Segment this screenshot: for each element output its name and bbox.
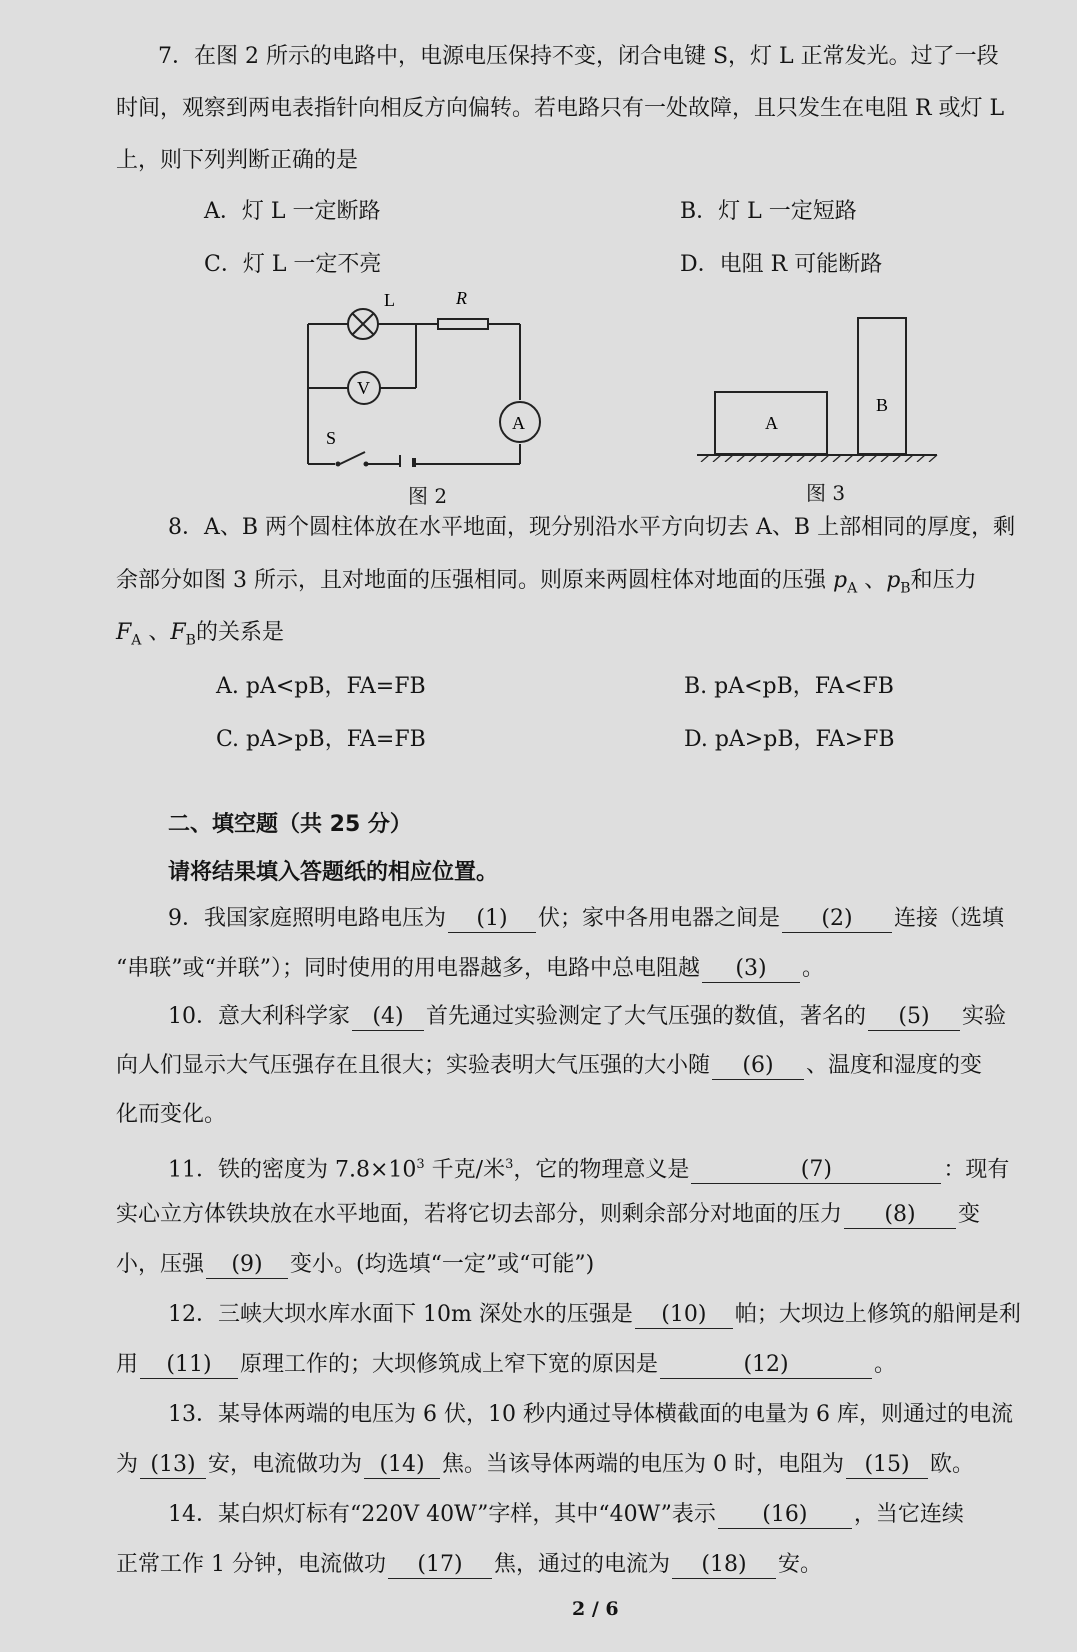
- answer-blank-17: (17): [388, 1552, 492, 1579]
- answer-blank-16: (16): [718, 1502, 852, 1529]
- q14-line-1: 14．某白炽灯标有“220V 40W”字样，其中“40W”表示 (16) ，当它连续: [168, 1502, 964, 1527]
- q9-line-2: “串联”或“并联”）；同时使用的用电器越多，电路中总电阻越 (3) 。: [116, 956, 825, 981]
- answer-blank-11: (11): [140, 1352, 238, 1379]
- q14-line-2: 正常工作 1 分钟，电流做功 (17) 焦，通过的电流为 (18) 安。: [116, 1552, 823, 1577]
- q11-line-1: 11．铁的密度为 $7.8\times 10^3$ 千克/米$^3$，它的物理意义是 (7) ：现有: [168, 1157, 1010, 1183]
- q12-line-1: 12．三峡大坝水库水面下 10m 深处水的压强是 (10) 帕；大坝边上修筑的船闸是利: [168, 1302, 1021, 1327]
- q8-option-d: D. pA>pB，FA>FB: [684, 727, 895, 752]
- answer-blank-18: (18): [672, 1552, 776, 1579]
- voltmeter-label: V: [357, 378, 370, 398]
- q10-line-1: 10．意大利科学家 (4) 首先通过实验测定了大气压强的数值，著名的 (5) 实验: [168, 1004, 1007, 1029]
- q13-line-1: 13．某导体两端的电压为 6 伏，10 秒内通过导体横截面的电量为 6 库，则通过的电流: [168, 1402, 1013, 1427]
- q7-option-b: B．灯 L 一定短路: [680, 199, 857, 224]
- q7-option-d: D．电阻 R 可能断路: [680, 252, 883, 277]
- answer-blank-12: (12): [660, 1352, 872, 1379]
- answer-blank-7: (7): [691, 1157, 941, 1184]
- switch-label: S: [326, 428, 337, 448]
- answer-blank-2: (2): [782, 906, 892, 933]
- lamp-label: L: [384, 292, 395, 310]
- q8-line-3: $F_A$ 、$F_B$的关系是: [116, 620, 284, 649]
- figure-3-caption: 图 3: [806, 481, 846, 505]
- answer-blank-1: (1): [448, 906, 536, 933]
- answer-blank-5: (5): [868, 1004, 960, 1031]
- q7-line-2: 时间，观察到两电表指针向相反方向偏转。若电路只有一处故障，且只发生在电阻 R 或灯 L: [116, 96, 1005, 121]
- q8-line-2: 余部分如图 3 所示，且对地面的压强相同。则原来两圆柱体对地面的压强 $p_A$ 、$p_B$和压力: [116, 568, 977, 597]
- section-2-instruction: 请将结果填入答题纸的相应位置。: [168, 860, 499, 885]
- q7-option-c: C．灯 L 一定不亮: [204, 252, 382, 277]
- answer-blank-14: (14): [364, 1452, 440, 1479]
- q8-option-a: A. pA<pB，FA=FB: [216, 674, 426, 699]
- answer-blank-9: (9): [206, 1252, 288, 1279]
- q12-line-2: 用 (11) 原理工作的；大坝修筑成上窄下宽的原因是 (12) 。: [116, 1352, 897, 1377]
- q11-line-2: 实心立方体铁块放在水平地面，若将它切去部分，则剩余部分对地面的压力 (8) 变: [116, 1202, 981, 1227]
- q11-line-3: 小，压强 (9) 变小。(均选填“一定”或“可能”): [116, 1252, 595, 1277]
- answer-blank-8: (8): [844, 1202, 956, 1229]
- q13-line-2: 为 (13) 安，电流做功为 (14) 焦。当该导体两端的电压为 0 时，电阻为 (15) 欧。: [116, 1452, 975, 1477]
- q10-line-3: 化而变化。: [116, 1102, 227, 1127]
- answer-blank-13: (13): [140, 1452, 206, 1479]
- q9-line-1: 9．我国家庭照明电路电压为 (1) 伏；家中各用电器之间是 (2) 连接（选填: [168, 906, 1005, 931]
- figure-2-caption: 图 2: [408, 484, 448, 508]
- answer-blank-4: (4): [352, 1004, 424, 1031]
- ammeter-label: A: [512, 413, 525, 433]
- q7-option-a: A．灯 L 一定断路: [204, 199, 381, 224]
- q8-option-c: C. pA>pB，FA=FB: [216, 727, 426, 752]
- resistor-label: R: [456, 292, 467, 308]
- cylinder-a-label: A: [765, 413, 778, 433]
- figure-2-circuit: [290, 292, 550, 467]
- cylinder-b-label: B: [876, 395, 889, 415]
- q10-line-2: 向人们显示大气压强存在且很大；实验表明大气压强的大小随 (6) 、温度和湿度的变: [116, 1053, 983, 1078]
- section-2-title: 二、填空题（共 25 分）: [168, 812, 412, 837]
- page-number: 2 / 6: [572, 1598, 619, 1620]
- answer-blank-3: (3): [702, 956, 800, 983]
- q8-option-b: B. pA<pB，FA<FB: [684, 674, 894, 699]
- answer-blank-10: (10): [635, 1302, 733, 1329]
- figure-3-cylinders: [695, 312, 945, 462]
- answer-blank-6: (6): [712, 1053, 804, 1080]
- q7-line-3: 上，则下列判断正确的是: [116, 148, 359, 173]
- q7-line-1: 7．在图 2 所示的电路中，电源电压保持不变，闭合电键 S，灯 L 正常发光。过了一段: [158, 44, 999, 69]
- answer-blank-15: (15): [846, 1452, 928, 1479]
- q8-line-1: 8．A、B 两个圆柱体放在水平地面，现分别沿水平方向切去 A、B 上部相同的厚度，剩: [168, 515, 1016, 540]
